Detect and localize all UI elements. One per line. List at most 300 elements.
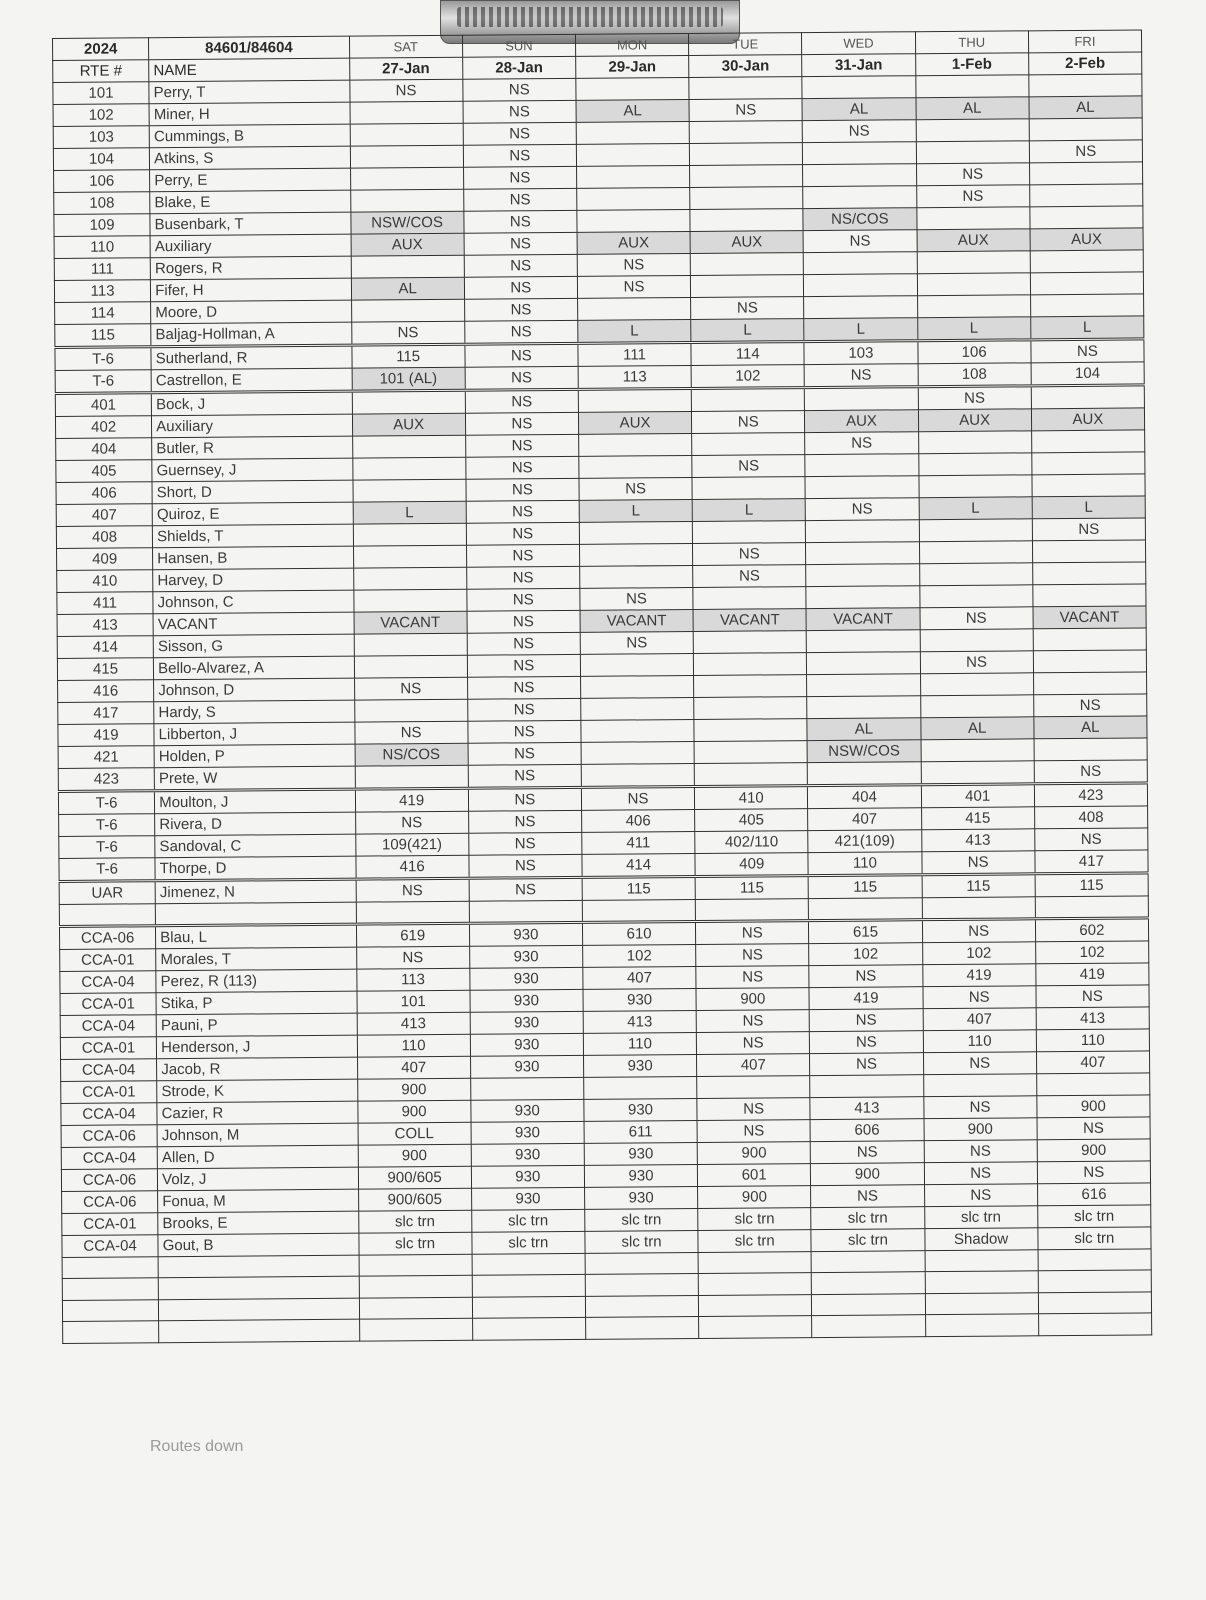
assignment-cell: NS <box>692 411 805 434</box>
assignment-cell: 619 <box>356 923 469 947</box>
assignment-cell <box>802 76 915 99</box>
year-cell: 2024 <box>53 38 149 61</box>
assignment-cell: NS <box>468 832 581 855</box>
assignment-cell: NS <box>696 943 809 966</box>
assignment-cell: NS <box>923 985 1036 1008</box>
route-cell: CCA-04 <box>60 1014 156 1037</box>
assignment-cell <box>1033 584 1146 607</box>
carrier-name-cell: Cummings, B <box>149 124 350 148</box>
assignment-cell: NS/COS <box>803 208 916 231</box>
assignment-cell: 110 <box>1036 1029 1149 1052</box>
assignment-cell: NS <box>924 1161 1037 1184</box>
assignment-cell <box>1029 74 1142 97</box>
assignment-cell <box>1032 474 1145 497</box>
assignment-cell: VACANT <box>806 608 919 631</box>
route-cell <box>59 904 155 926</box>
assignment-cell: AUX <box>577 231 690 254</box>
assignment-cell: NS <box>468 787 581 811</box>
assignment-cell: NS <box>810 1052 923 1075</box>
assignment-cell: 423 <box>1034 783 1147 807</box>
assignment-cell <box>693 631 806 654</box>
assignment-cell <box>917 295 1030 318</box>
carrier-name-cell: Miner, H <box>149 102 350 126</box>
assignment-cell: slc trn <box>1037 1205 1150 1228</box>
assignment-cell: L <box>804 318 917 342</box>
assignment-cell: NS <box>467 610 580 633</box>
assignment-cell: NS <box>468 742 581 765</box>
route-cell: CCA-06 <box>62 1190 158 1213</box>
assignment-cell: NS <box>464 210 577 233</box>
assignment-cell: NS <box>1037 1161 1150 1184</box>
assignment-cell: 610 <box>582 921 695 945</box>
date-header: 27-Jan <box>349 57 462 80</box>
assignment-cell: 115 <box>582 876 695 900</box>
assignment-cell <box>585 1295 698 1317</box>
assignment-cell: slc trn <box>1038 1227 1151 1250</box>
carrier-name-cell: Fonua, M <box>158 1189 359 1213</box>
assignment-cell <box>699 1294 812 1316</box>
route-cell: 113 <box>54 280 150 303</box>
assignment-cell: 110 <box>808 852 921 876</box>
assignment-cell <box>576 77 689 100</box>
assignment-cell: 615 <box>809 919 922 943</box>
assignment-cell <box>580 675 693 698</box>
route-cell: 404 <box>56 438 152 461</box>
route-cell: CCA-01 <box>60 948 156 971</box>
route-cell: 414 <box>57 636 153 659</box>
assignment-cell <box>806 564 919 587</box>
assignment-cell <box>350 167 463 190</box>
assignment-cell <box>806 542 919 565</box>
assignment-cell: slc trn <box>698 1207 811 1230</box>
assignment-cell: NS <box>803 230 916 253</box>
route-cell: CCA-04 <box>61 1058 157 1081</box>
assignment-cell: 417 <box>1035 850 1148 874</box>
assignment-cell: 930 <box>469 922 582 946</box>
carrier-name-cell: Baljag-Hollman, A <box>151 322 352 347</box>
assignment-cell <box>918 431 1031 454</box>
assignment-cell: 113 <box>578 365 691 389</box>
assignment-cell <box>1032 452 1145 475</box>
assignment-cell: 900 <box>698 1185 811 1208</box>
assignment-cell: 930 <box>470 989 583 1012</box>
assignment-cell: NS <box>811 1184 924 1207</box>
assignment-cell: NSW/COS <box>350 211 463 234</box>
assignment-cell: NS <box>468 764 581 788</box>
assignment-cell: 407 <box>1036 1051 1149 1074</box>
route-cell: 101 <box>53 82 149 105</box>
carrier-name-cell: Allen, D <box>157 1145 358 1169</box>
assignment-cell: NS <box>810 1030 923 1053</box>
assignment-cell: NS <box>577 275 690 298</box>
carrier-name-cell: Harvey, D <box>153 568 354 592</box>
assignment-cell: NS <box>356 878 469 902</box>
assignment-cell: VACANT <box>580 609 693 632</box>
carrier-name-cell: Hansen, B <box>153 546 354 570</box>
assignment-cell: 407 <box>923 1007 1036 1030</box>
assignment-cell <box>581 763 694 787</box>
assignment-cell: slc trn <box>924 1205 1037 1228</box>
assignment-cell <box>808 762 921 786</box>
assignment-cell <box>689 77 802 100</box>
assignment-cell: slc trn <box>698 1229 811 1252</box>
assignment-cell: 414 <box>582 853 695 877</box>
assignment-cell <box>692 433 805 456</box>
carrier-name-cell: VACANT <box>153 612 354 636</box>
assignment-cell <box>921 761 1034 785</box>
assignment-cell: L <box>692 499 805 522</box>
carrier-name-cell: Prete, W <box>154 766 355 791</box>
assignment-cell <box>576 121 689 144</box>
assignment-cell: 115 <box>1035 873 1148 897</box>
assignment-cell <box>923 1073 1036 1096</box>
route-cell: 416 <box>58 680 154 703</box>
assignment-cell: NS <box>466 456 579 479</box>
assignment-cell <box>689 143 802 166</box>
route-cell: CCA-06 <box>61 1124 157 1147</box>
assignment-cell: 930 <box>471 1187 584 1210</box>
assignment-cell: VACANT <box>354 611 467 634</box>
carrier-name-cell: Perry, E <box>150 168 351 192</box>
assignment-cell: slc trn <box>472 1231 585 1254</box>
route-cell: CCA-01 <box>62 1212 158 1235</box>
assignment-cell <box>1029 118 1142 141</box>
assignment-cell: L <box>917 317 1030 341</box>
assignment-cell: 104 <box>1031 362 1144 386</box>
assignment-cell <box>806 520 919 543</box>
assignment-cell: L <box>1032 496 1145 519</box>
carrier-name-cell <box>155 902 356 925</box>
assignment-cell <box>470 1077 583 1100</box>
assignment-cell: NS <box>1032 518 1145 541</box>
assignment-cell: 102 <box>809 942 922 965</box>
carrier-name-cell: Moore, D <box>151 300 352 324</box>
assignment-cell: NS <box>469 877 582 901</box>
assignment-cell <box>1030 206 1143 229</box>
assignment-cell: 900 <box>696 987 809 1010</box>
assignment-cell <box>351 255 464 278</box>
assignment-cell: 416 <box>355 855 468 879</box>
assignment-cell <box>917 251 1030 274</box>
assignment-cell: NS <box>465 412 578 435</box>
assignment-cell: 413 <box>810 1096 923 1119</box>
day-header-wed: WED <box>802 32 915 55</box>
carrier-name-cell: Auxiliary <box>152 414 353 438</box>
assignment-cell: L <box>579 499 692 522</box>
assignment-cell: slc trn <box>471 1209 584 1232</box>
route-cell: 104 <box>53 148 149 171</box>
carrier-name-cell: Rogers, R <box>150 256 351 280</box>
carrier-name-cell <box>158 1255 359 1278</box>
route-cell: 106 <box>54 170 150 193</box>
carrier-name-cell: Castrellon, E <box>151 368 352 393</box>
assignment-cell: 900 <box>358 1144 471 1167</box>
assignment-cell <box>803 142 916 165</box>
carrier-name-cell: Cazier, R <box>157 1101 358 1125</box>
route-cell: 401 <box>55 393 151 417</box>
assignment-cell: AL <box>1029 96 1142 119</box>
assignment-cell <box>354 633 467 656</box>
assignment-cell: AL <box>576 99 689 122</box>
route-cell: T-6 <box>55 370 151 394</box>
carrier-name-cell: Johnson, C <box>153 590 354 614</box>
assignment-cell <box>807 630 920 653</box>
assignment-cell: NS <box>467 654 580 677</box>
date-header: 31-Jan <box>802 54 915 77</box>
assignment-cell: NS <box>580 587 693 610</box>
assignment-cell <box>355 765 468 789</box>
assignment-cell: 930 <box>471 1143 584 1166</box>
assignment-cell <box>692 521 805 544</box>
assignment-cell <box>350 123 463 146</box>
route-cell: 115 <box>55 324 151 348</box>
name-label: NAME <box>149 58 350 82</box>
assignment-cell: NS <box>805 498 918 521</box>
route-cell: UAR <box>59 881 155 905</box>
assignment-cell: 419 <box>1036 963 1149 986</box>
carrier-name-cell: Perez, R (113) <box>156 969 357 993</box>
assignment-cell: NS <box>923 1095 1036 1118</box>
date-header: 28-Jan <box>462 56 575 79</box>
route-cell: T-6 <box>55 347 151 371</box>
assignment-cell: 407 <box>583 966 696 989</box>
assignment-cell <box>351 299 464 322</box>
assignment-cell: 602 <box>1035 918 1148 942</box>
assignment-cell: 900 <box>697 1141 810 1164</box>
assignment-cell: NS <box>1034 828 1147 851</box>
assignment-cell <box>1036 1073 1149 1096</box>
carrier-name-cell: Henderson, J <box>157 1035 358 1059</box>
day-header-tue: TUE <box>689 33 802 56</box>
route-cell: 423 <box>58 768 154 792</box>
assignment-cell <box>1034 738 1147 761</box>
route-roster-table <box>52 29 1152 1343</box>
assignment-cell: NS <box>805 432 918 455</box>
assignment-cell: NS <box>916 163 1029 186</box>
assignment-cell: NS <box>466 522 579 545</box>
carrier-name-cell <box>159 1298 360 1321</box>
assignment-cell: 900 <box>1037 1095 1150 1118</box>
assignment-cell <box>695 899 808 921</box>
assignment-cell <box>582 899 695 921</box>
assignment-cell: 930 <box>470 1055 583 1078</box>
assignment-cell <box>697 1075 810 1098</box>
assignment-cell: NS <box>693 543 806 566</box>
assignment-cell <box>920 695 1033 718</box>
assignment-cell <box>812 1315 925 1337</box>
route-cell: CCA-04 <box>61 1146 157 1169</box>
assignment-cell <box>698 1273 811 1295</box>
assignment-cell <box>576 165 689 188</box>
assignment-cell: 407 <box>808 808 921 831</box>
assignment-cell <box>353 567 466 590</box>
route-cell <box>62 1278 158 1300</box>
assignment-cell: AUX <box>690 231 803 254</box>
assignment-cell <box>1032 562 1145 585</box>
assignment-cell: 930 <box>584 1164 697 1187</box>
carrier-name-cell: Short, D <box>152 480 353 504</box>
assignment-cell <box>691 388 804 412</box>
carrier-name-cell: Volz, J <box>158 1167 359 1191</box>
assignment-cell: 606 <box>810 1118 923 1141</box>
assignment-cell: L <box>691 319 804 343</box>
assignment-cell <box>809 898 922 920</box>
assignment-cell: NS <box>803 120 916 143</box>
assignment-cell: 930 <box>471 1165 584 1188</box>
assignment-cell: 115 <box>808 875 921 899</box>
assignment-cell: 930 <box>471 1099 584 1122</box>
route-cell: CCA-06 <box>61 1168 157 1191</box>
assignment-cell <box>359 1297 472 1319</box>
assignment-cell: 101 (AL) <box>352 367 465 391</box>
assignment-cell: 114 <box>691 342 804 366</box>
assignment-cell: AUX <box>918 409 1031 432</box>
assignment-cell <box>352 457 465 480</box>
assignment-cell <box>581 719 694 742</box>
route-cell: 108 <box>54 192 150 215</box>
assignment-cell <box>920 629 1033 652</box>
assignment-cell: 930 <box>583 988 696 1011</box>
clip-grip <box>457 7 723 27</box>
assignment-cell: 102 <box>583 944 696 967</box>
assignment-cell: 115 <box>922 874 1035 898</box>
assignment-cell <box>1029 184 1142 207</box>
assignment-cell: 413 <box>921 829 1034 852</box>
assignment-cell: NS <box>696 920 809 944</box>
assignment-cell <box>577 187 690 210</box>
carrier-name-cell: Guernsey, J <box>152 458 353 482</box>
carrier-name-cell: Atkins, S <box>150 146 351 170</box>
assignment-cell <box>694 675 807 698</box>
assignment-cell: 900 <box>357 1100 470 1123</box>
assignment-cell: 402/110 <box>695 831 808 854</box>
assignment-cell <box>918 453 1031 476</box>
assignment-cell: 410 <box>695 786 808 810</box>
assignment-cell: AUX <box>1030 228 1143 251</box>
route-cell: 417 <box>58 702 154 725</box>
assignment-cell <box>579 433 692 456</box>
assignment-cell: NS <box>354 721 467 744</box>
route-cell: 114 <box>55 302 151 325</box>
carrier-name-cell: Libberton, J <box>154 722 355 746</box>
assignment-cell <box>690 187 803 210</box>
assignment-cell <box>699 1316 812 1338</box>
assignment-cell: AL <box>802 98 915 121</box>
assignment-cell: 407 <box>697 1053 810 1076</box>
roster-sheet <box>52 29 1152 1343</box>
assignment-cell <box>689 121 802 144</box>
assignment-cell <box>691 275 804 298</box>
assignment-cell: NS <box>467 632 580 655</box>
route-cell: 102 <box>53 104 149 127</box>
assignment-cell: NS <box>464 232 577 255</box>
office-cell: 84601/84604 <box>149 36 350 60</box>
carrier-name-cell: Rivera, D <box>155 812 356 836</box>
route-cell: CCA-01 <box>60 1036 156 1059</box>
assignment-cell <box>916 141 1029 164</box>
assignment-cell <box>1030 272 1143 295</box>
route-cell: 411 <box>57 592 153 615</box>
assignment-cell <box>1031 430 1144 453</box>
carrier-name-cell: Sisson, G <box>153 634 354 658</box>
assignment-cell <box>356 901 469 923</box>
assignment-cell: 616 <box>1037 1183 1150 1206</box>
assignment-cell <box>577 209 690 232</box>
assignment-cell <box>693 587 806 610</box>
assignment-cell: NS <box>1033 694 1146 717</box>
assignment-cell: AUX <box>578 411 691 434</box>
carrier-name-cell: Bock, J <box>151 391 352 416</box>
assignment-cell: 409 <box>695 853 808 877</box>
assignment-cell <box>922 897 1035 919</box>
assignment-cell: 102 <box>922 941 1035 964</box>
assignment-cell <box>919 519 1032 542</box>
assignment-cell: NS <box>467 588 580 611</box>
assignment-cell: L <box>919 497 1032 520</box>
assignment-cell: NS <box>579 477 692 500</box>
assignment-cell: 900/605 <box>358 1188 471 1211</box>
carrier-name-cell: Holden, P <box>154 744 355 768</box>
assignment-cell: NS <box>1037 1117 1150 1140</box>
assignment-cell <box>807 652 920 675</box>
assignment-cell: 101 <box>357 990 470 1013</box>
assignment-cell <box>1038 1270 1151 1292</box>
assignment-cell <box>694 763 807 787</box>
assignment-cell: 900/605 <box>358 1166 471 1189</box>
assignment-cell: NS <box>921 851 1034 875</box>
carrier-name-cell: Thorpe, D <box>155 856 356 881</box>
carrier-name-cell: Brooks, E <box>158 1211 359 1235</box>
assignment-cell: 930 <box>470 1033 583 1056</box>
route-cell: 421 <box>58 746 154 769</box>
assignment-cell: VACANT <box>693 609 806 632</box>
assignment-cell <box>586 1317 699 1339</box>
assignment-cell <box>812 1272 925 1294</box>
assignment-cell: NS <box>464 298 577 321</box>
assignment-cell: NS <box>355 811 468 834</box>
assignment-cell: 900 <box>1037 1139 1150 1162</box>
assignment-cell <box>810 1074 923 1097</box>
assignment-cell: NS <box>689 99 802 122</box>
assignment-cell: NS <box>924 1139 1037 1162</box>
assignment-cell: 408 <box>1034 806 1147 829</box>
assignment-cell <box>919 585 1032 608</box>
carrier-name-cell: Busenbark, T <box>150 212 351 236</box>
assignment-cell: 401 <box>921 784 1034 808</box>
assignment-cell: NS <box>696 965 809 988</box>
assignment-cell <box>807 696 920 719</box>
assignment-cell <box>472 1253 585 1275</box>
assignment-cell: 900 <box>811 1162 924 1185</box>
assignment-cell: 102 <box>1035 941 1148 964</box>
assignment-cell: NS <box>464 276 577 299</box>
assignment-cell <box>919 563 1032 586</box>
carrier-name-cell: Hardy, S <box>154 700 355 724</box>
assignment-cell: NS <box>696 1009 809 1032</box>
assignment-cell: VACANT <box>1033 606 1146 629</box>
day-header-sun: SUN <box>462 34 575 57</box>
route-cell: CCA-01 <box>61 1080 157 1103</box>
assignment-cell: slc trn <box>811 1206 924 1229</box>
assignment-cell <box>1032 540 1145 563</box>
assignment-cell <box>804 252 917 275</box>
route-cell: T-6 <box>59 858 155 882</box>
assignment-cell <box>359 1254 472 1276</box>
carrier-name-cell: Pauni, P <box>156 1013 357 1037</box>
assignment-cell: NS <box>467 698 580 721</box>
assignment-cell: 115 <box>695 876 808 900</box>
carrier-name-cell: Blake, E <box>150 190 351 214</box>
